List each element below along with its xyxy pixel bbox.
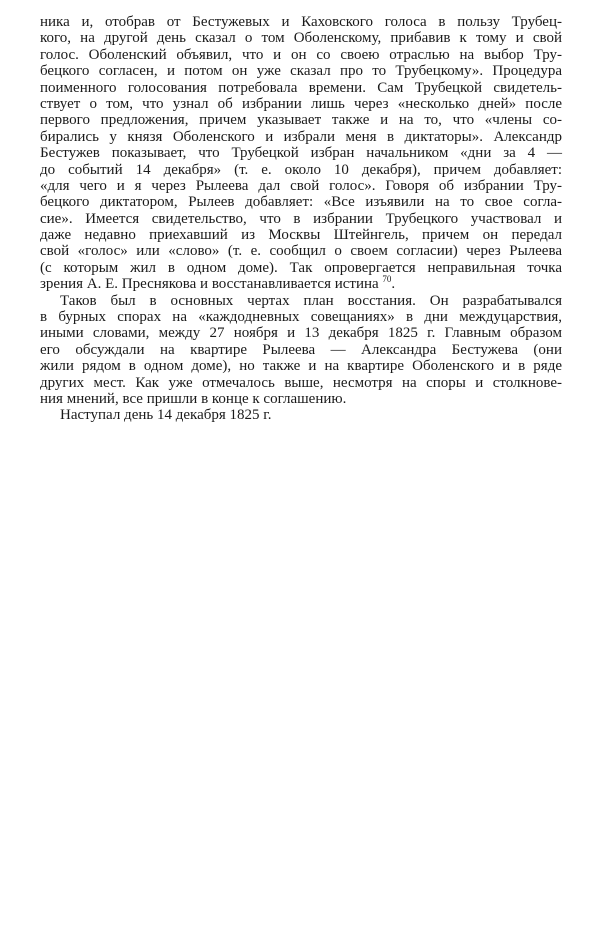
text-line: других мест. Как уже отмечалось выше, несмотря на споры и столкнове- (40, 374, 562, 391)
text-line: бирались у князя Оболенского и избрали меня в диктаторы». Александр (40, 128, 562, 145)
text-line: бецкого согласен, и потом он уже сказал про то Трубецкому». Процедура (40, 63, 562, 80)
text-line: (с которым жил в одном доме). Так опровергается неправильная точка (40, 259, 562, 276)
text-line: иными словами, между 27 ноября и 13 декабря 1825 г. Главным образом (40, 325, 562, 342)
text-line: ния мнений, все пришли в конце к соглашению. (40, 390, 347, 407)
text-line-last (40, 276, 562, 292)
text-line: до событий 14 декабря» (т. е. около 10 декабря), причем добавляет: (40, 161, 562, 178)
text-line: его обсуждали на квартире Рылеева — Александра Бестужева (они (40, 341, 562, 358)
text-line: «для чего и я через Рылеева дал свой голос». Говоря об избрании Тру- (40, 177, 562, 194)
text-line: Таков был в основных чертах план восстания. Он разрабатывался (60, 292, 562, 309)
text-line: поименного голосования потребовала времени. Сам Трубецкой свидетель- (40, 79, 562, 96)
text-line: даже недавно приехавший из Москвы Штейнгель, причем он передал (40, 227, 562, 244)
text-line: Бестужев показывает, что Трубецкой избран начальником «дни за 4 — (40, 145, 562, 162)
text-line: кого, на другой день сказал о том Оболенскому, прибавив к тому и свой (40, 30, 562, 47)
text-line: свой «голос» или «слово» (т. е. сообщил о своем согласии) через Рылеева (40, 243, 562, 260)
text-line: в бурных спорах на «каждодневных совещаниях» в дни междуцарствия, (40, 309, 562, 326)
text-line: ника и, отобрав от Бестужевых и Каховского голоса в пользу Трубец- (40, 14, 562, 30)
footnote-ref: 70 (382, 274, 392, 285)
text-line: голос. Оболенский объявил, что и он со своею отраслью на выбор Тру- (40, 46, 562, 63)
text-line: жили рядом в одном доме), но также и на квартире Оболенского и в ряде (40, 358, 562, 375)
text-line: ствует о том, что узнал об избрании лишь через «несколько дней» после (40, 95, 562, 112)
text-line: бецкого диктатором, Рылеев добавляет: «Все изъявили на то свое согла- (40, 194, 562, 211)
text-line: зрения А. Е. Преснякова и восстанавливается истина (40, 276, 379, 293)
body-text (40, 14, 562, 424)
text-line: первого предложения, причем указывает также и на то, что «члены со- (40, 112, 562, 129)
text-line: сие». Имеется свидетельство, что в избрании Трубецкого участвовал и (40, 210, 562, 227)
text-line: Наступал день 14 декабря 1825 г. (60, 407, 272, 424)
sentence-end: . (391, 276, 396, 293)
